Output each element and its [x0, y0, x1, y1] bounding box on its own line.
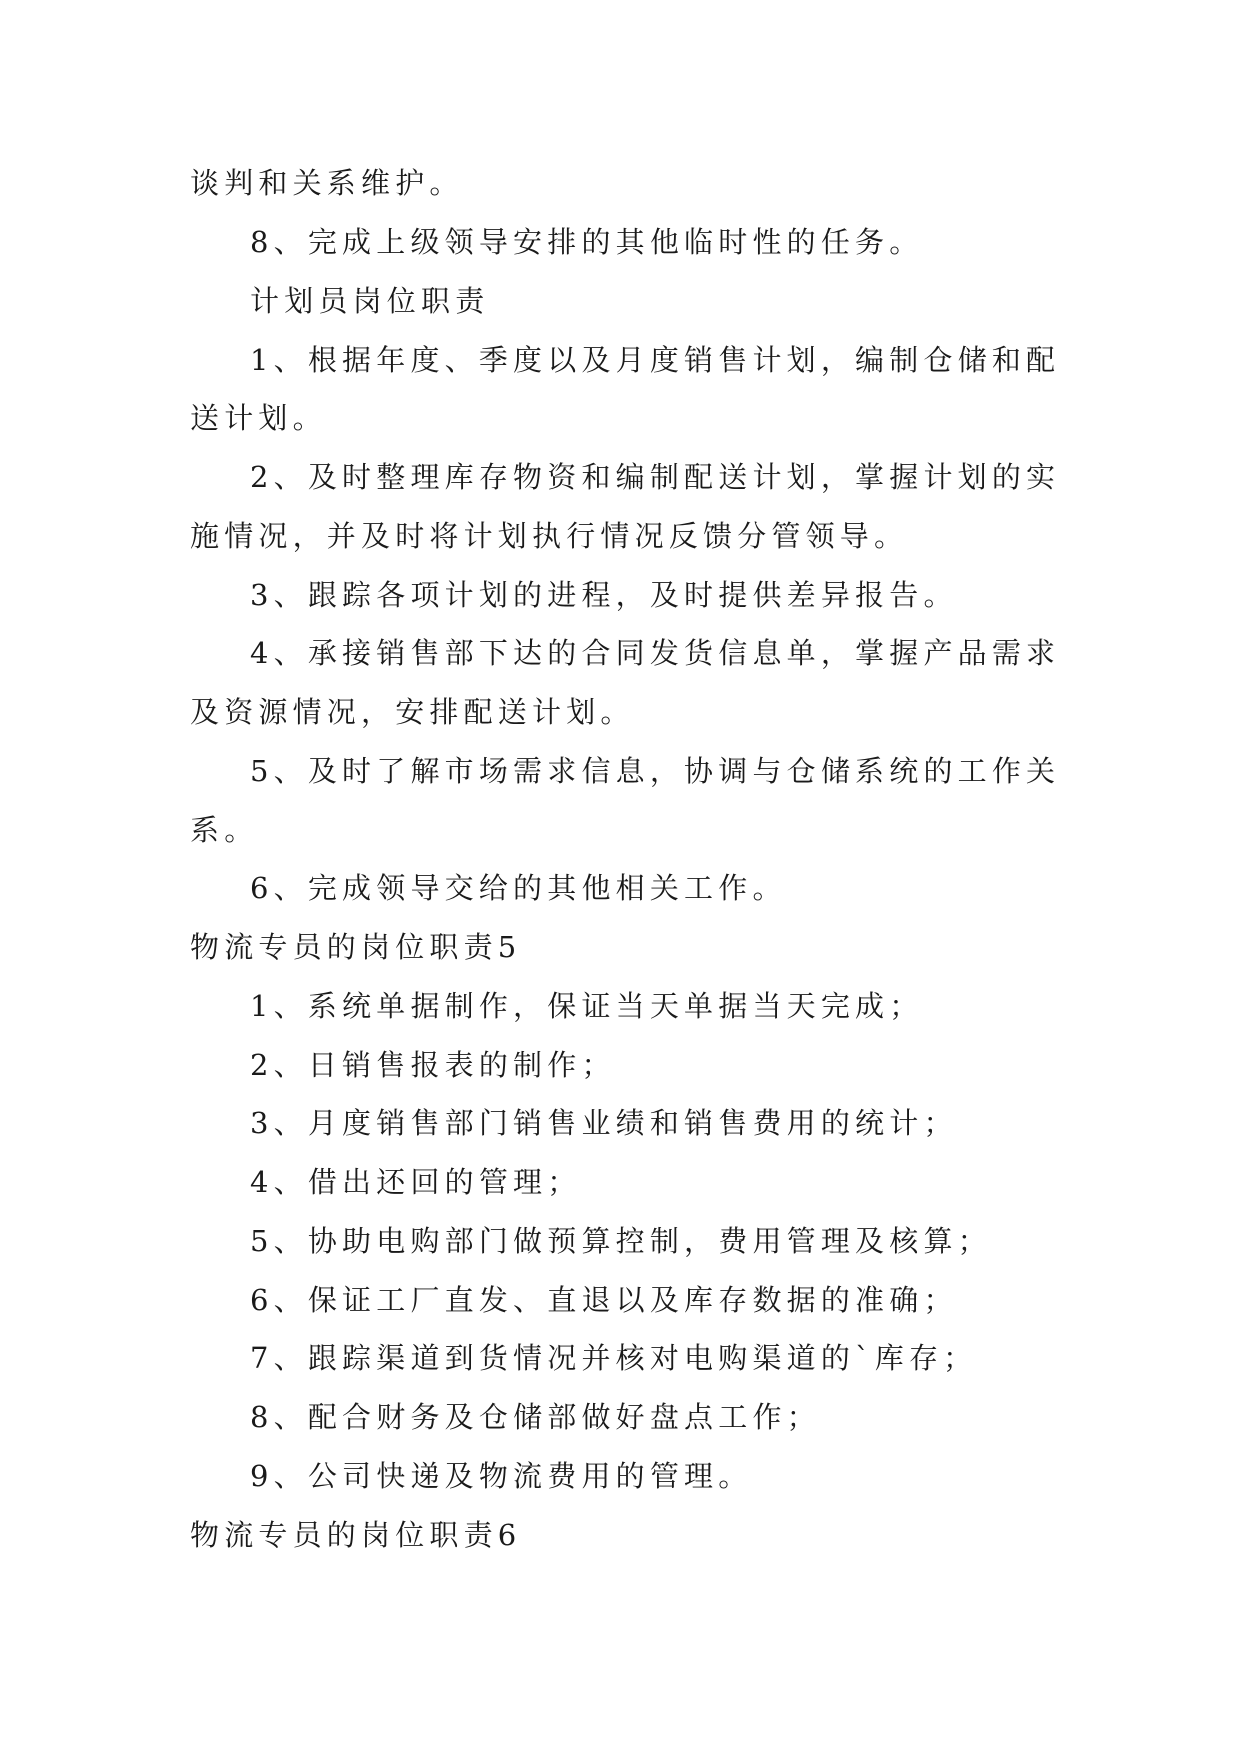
list-item: 2、日销售报表的制作；: [250, 1048, 616, 1082]
list-item: 3、跟踪各项计划的进程，及时提供差异报告。: [250, 578, 958, 612]
list-item: 5、协助电购部门做预算控制，费用管理及核算；: [250, 1224, 992, 1258]
list-item-continuation: 系。: [190, 813, 259, 847]
list-item-continuation: 送计划。: [190, 401, 327, 435]
list-item: 2、及时整理库存物资和编制配送计划，掌握计划的实: [250, 460, 1061, 494]
section-heading: 计划员岗位职责: [250, 284, 490, 318]
paragraph-continuation: 谈判和关系维护。: [190, 166, 464, 200]
section-heading: 物流专员的岗位职责6: [190, 1518, 522, 1552]
list-item: 4、承接销售部下达的合同发货信息单，掌握产品需求: [250, 636, 1061, 670]
list-item: 5、及时了解市场需求信息，协调与仓储系统的工作关: [250, 754, 1061, 788]
list-item: 6、完成领导交给的其他相关工作。: [250, 871, 787, 905]
list-item: 4、借出还回的管理；: [250, 1165, 582, 1199]
list-item: 3、月度销售部门销售业绩和销售费用的统计；: [250, 1106, 958, 1140]
list-item: 6、保证工厂直发、直退以及库存数据的准确；: [250, 1283, 958, 1317]
list-item: 8、配合财务及仓储部做好盘点工作；: [250, 1400, 821, 1434]
list-item-continuation: 施情况，并及时将计划执行情况反馈分管领导。: [190, 519, 909, 553]
list-item: 1、根据年度、季度以及月度销售计划，编制仓储和配: [250, 343, 1061, 377]
list-item-continuation: 及资源情况，安排配送计划。: [190, 695, 635, 729]
list-item: 8、完成上级领导安排的其他临时性的任务。: [250, 225, 924, 259]
section-heading: 物流专员的岗位职责5: [190, 930, 522, 964]
list-item: 7、跟踪渠道到货情况并核对电购渠道的`库存；: [250, 1341, 978, 1375]
list-item: 9、公司快递及物流费用的管理。: [250, 1459, 753, 1493]
list-item: 1、系统单据制作，保证当天单据当天完成；: [250, 989, 924, 1023]
